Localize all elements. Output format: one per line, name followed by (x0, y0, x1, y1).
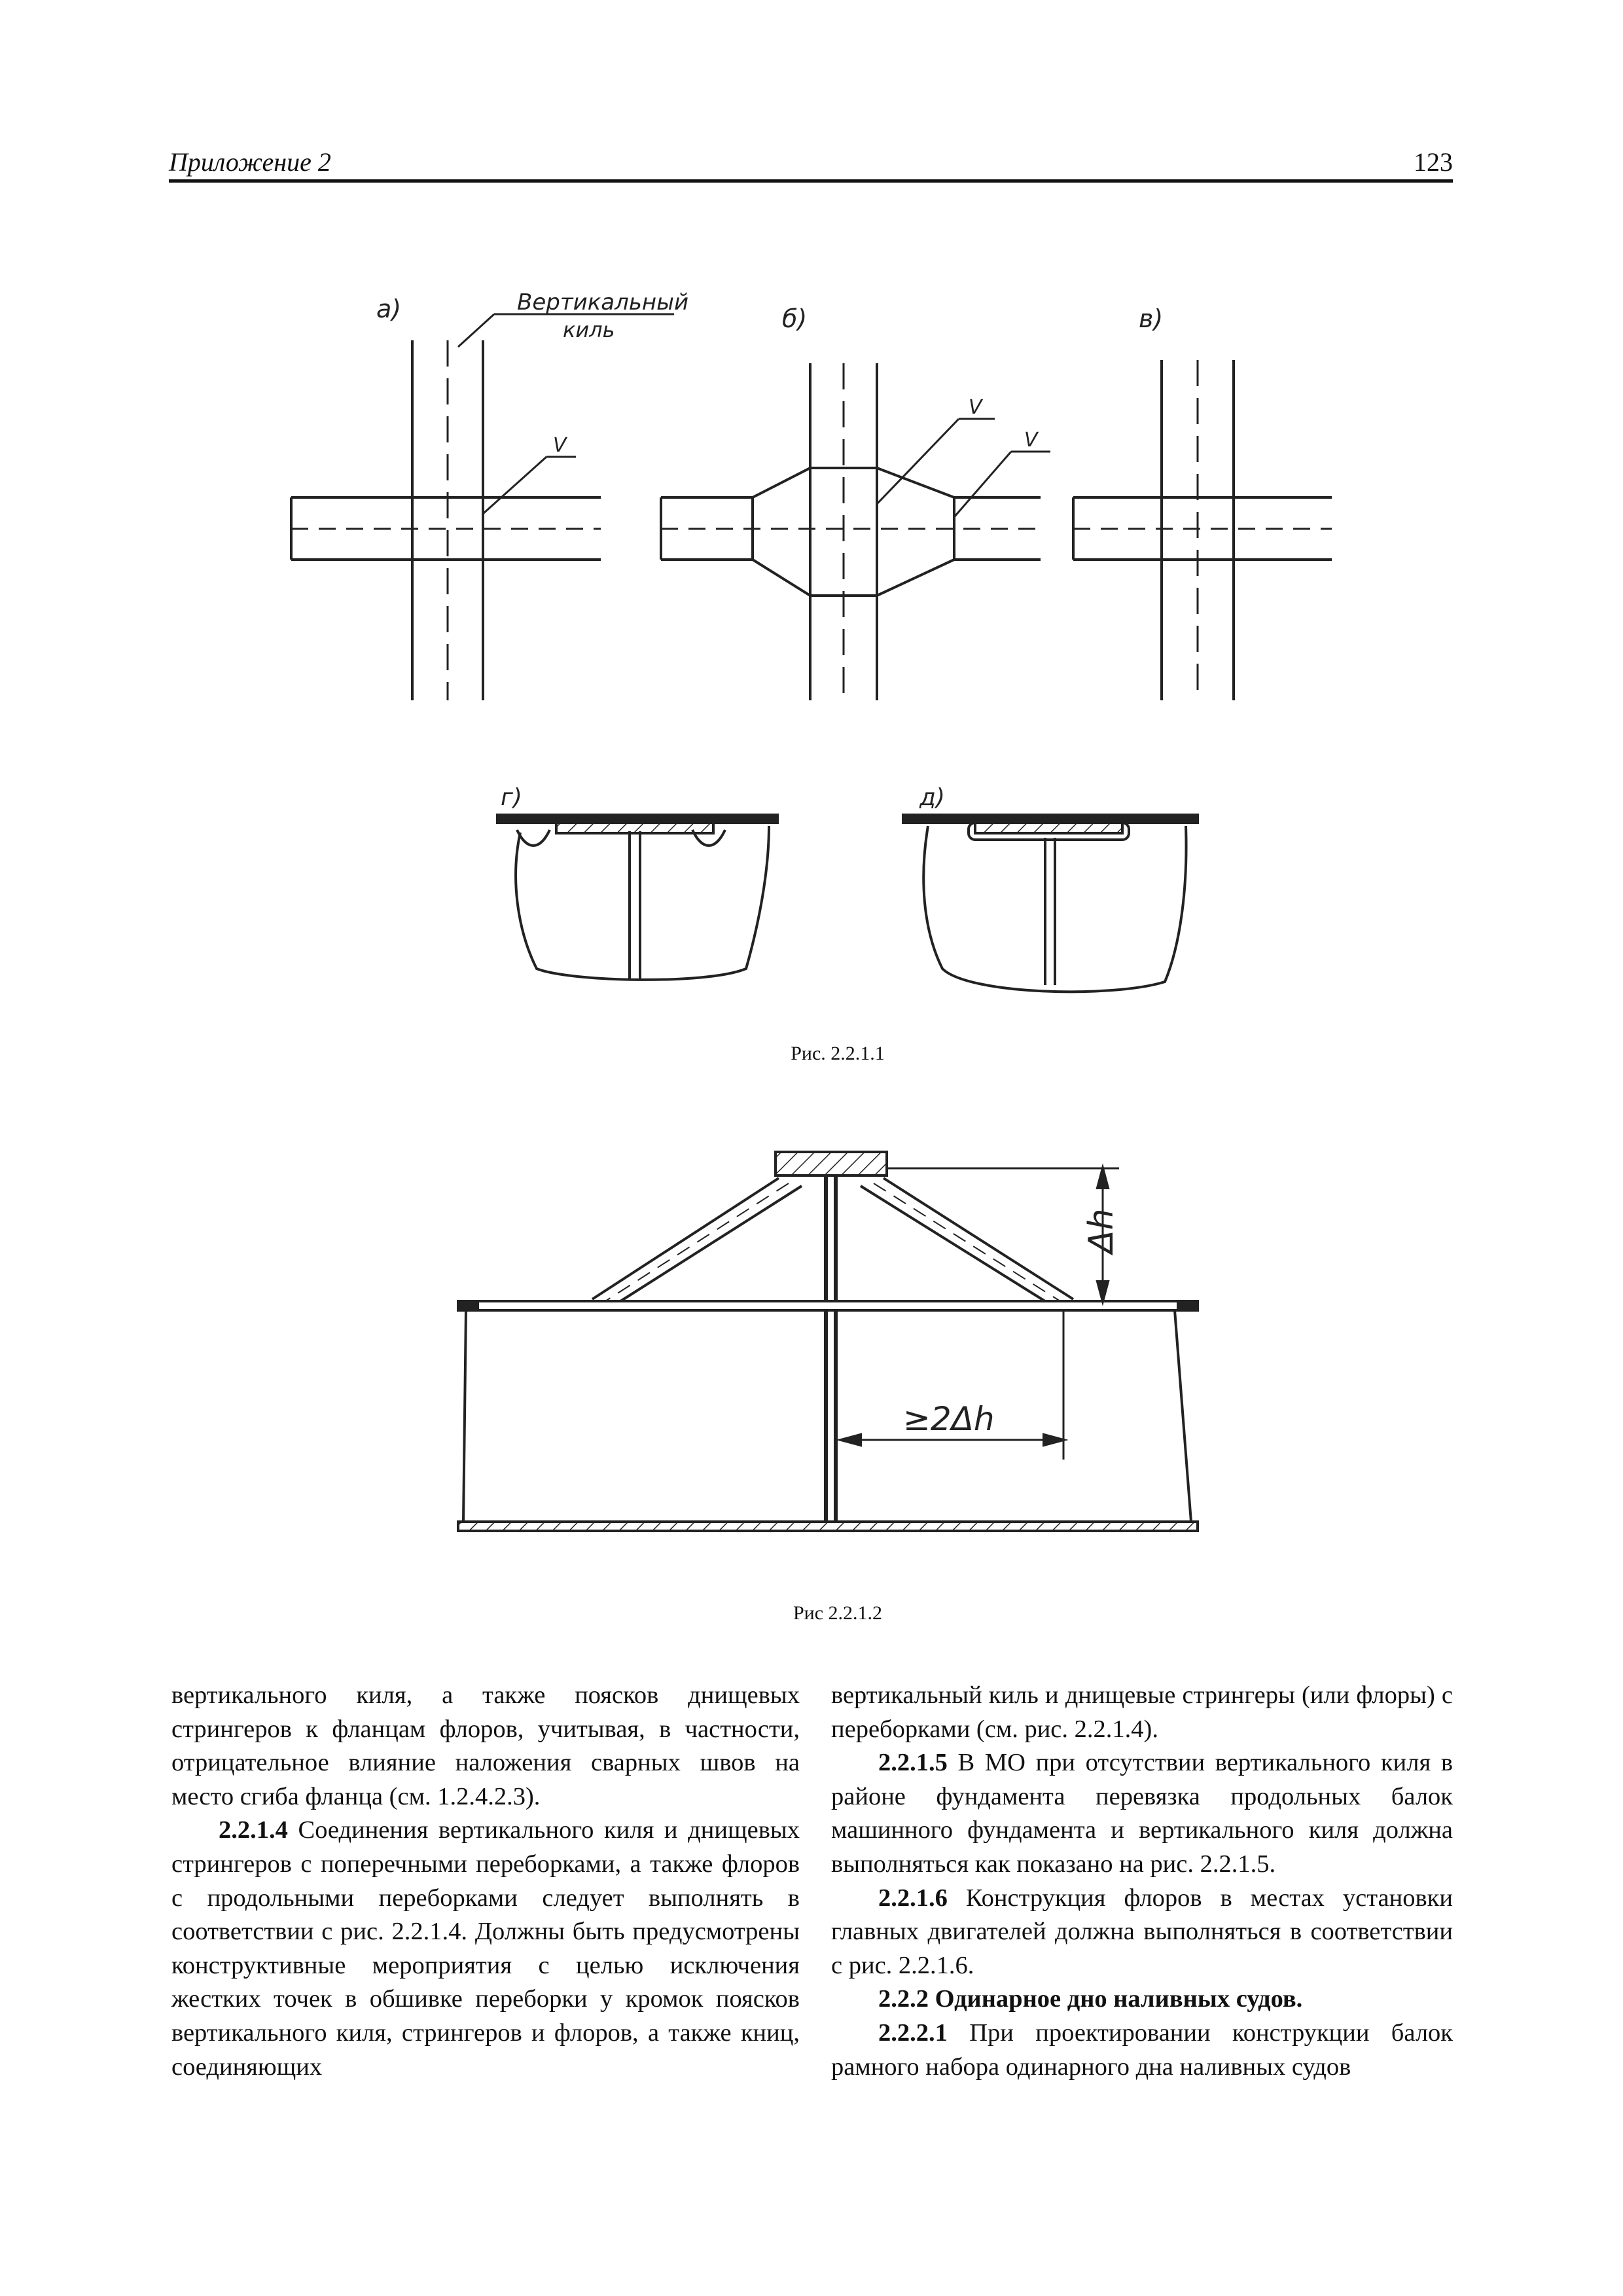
paragraph-text: В МО при отсутствии вертикального киля в районе фундамента перевязка продольных балок машинного фундамента и вертикального киля должна выполняться как показано на рис. 2.2.1.5. (831, 1749, 1453, 1878)
running-title: Приложение 2 (169, 147, 331, 177)
label-g: г) (501, 784, 522, 811)
paragraph-text: Соединения вертикального киля и днищевых стрингеров с поперечными переборками, а также флоров с продольными переборками следует выполнять в соответствии с рис. 2.2.1.4. Должны быть предусмотрены конструктивные мероприятия с целью исключения жестких точек в обшивке переборки у кромок поясков вертикального киля, стрингеров и флоров, а также книц, соединяющих (171, 1816, 800, 2081)
left-paragraph-1: вертикального киля, а также поясков днищевых стрингеров к фланцам флоров, учитывая, в частности, отрицательное влияние наложения сварных швов на место сгиба фланца (см. 1.2.4.2.3). (171, 1681, 800, 1810)
heading-text: 2.2.2 Одинарное дно наливных судов. (878, 1985, 1303, 2013)
label-a: а) (376, 295, 402, 323)
section-heading-2-2-2 (831, 1982, 1453, 2017)
weld-mark-a: V (553, 434, 567, 457)
figure-2-caption: Рис 2.2.1.2 (793, 1602, 883, 1624)
figure-1-caption: Рис. 2.2.1.1 (791, 1043, 885, 1064)
left-column (171, 1679, 800, 2084)
page-number: 123 (1414, 147, 1453, 177)
label-d: д) (919, 784, 945, 811)
dim-delta-h: Δh (1082, 1208, 1121, 1253)
weld-mark-b1: V (969, 396, 982, 419)
paragraph-text: При проектировании конструкции балок рамного набора одинарного дна наливных судов (831, 2018, 1453, 2081)
section-2-2-1-6 (831, 1882, 1453, 1983)
label-keel-line2: киль (563, 317, 615, 342)
section-number: 2.2.1.5 (878, 1749, 948, 1777)
weld-mark-b2: V (1024, 429, 1038, 452)
right-paragraph-1: вертикальный киль и днищевые стрингеры (или флоры) с переборками (см. рис. 2.2.1.4). (831, 1681, 1453, 1743)
label-keel-line1: Вертикальный (517, 289, 689, 315)
right-column (831, 1679, 1453, 2084)
section-2-2-2-1 (831, 2017, 1453, 2084)
section-2-2-1-4 (171, 1814, 800, 2084)
paragraph-text: Конструкция флоров в местах установки главных двигателей должна выполняться в соответствии с рис. 2.2.1.6. (831, 1884, 1453, 1979)
section-number: 2.2.2.1 (878, 2018, 948, 2047)
label-b: б) (782, 304, 808, 333)
section-2-2-1-5 (831, 1746, 1453, 1881)
section-number: 2.2.1.4 (219, 1816, 288, 1844)
label-v: в) (1139, 304, 1164, 333)
section-number: 2.2.1.6 (878, 1884, 948, 1912)
dim-2-delta-h: ≥2Δh (903, 1400, 995, 1438)
